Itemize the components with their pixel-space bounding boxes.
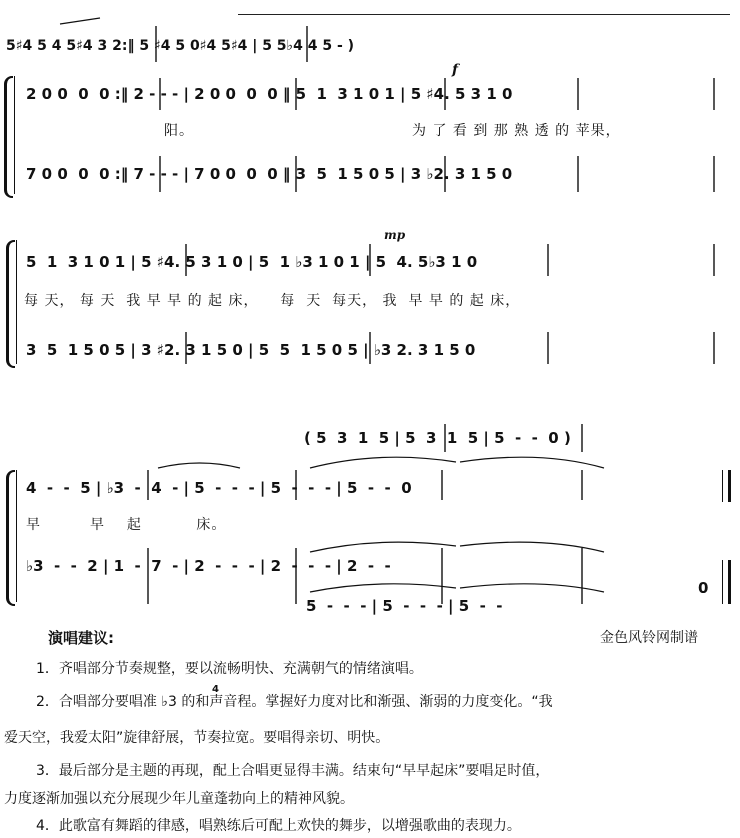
- s3-lower-part-b: 5 - - - | 5 - - - | 5 - -: [306, 597, 503, 615]
- s3-upper-part: 4 - - 5 | ♭3 - 4 - | 5 - - - | 5 - - - | 5 - - 0: [26, 479, 412, 497]
- notes-credit: 金色风铃网制谱: [600, 630, 698, 646]
- s3-lower-end: 0: [698, 579, 709, 597]
- s3-lower-part-a: ♭3 - - 2 | 1 - 7 - | 2 - - - | 2 - - - | 2 - -: [26, 557, 391, 575]
- notes-item-3-cont: 力度逐渐加强以充分展现少年儿童蓬勃向上的精神风貌。: [4, 791, 354, 807]
- notes-item-2-fraction: 4: [212, 684, 219, 695]
- s2-upper-lyrics: 每 天， 每 天 我 早 早 的 起 床， 每 天 每天， 我 早 早 的 起 床，: [24, 293, 521, 309]
- notes-item-2: 2．合唱部分要唱准 ♭3 的和声音程。掌握好力度对比和渐强、渐弱的力度变化。“我: [36, 694, 553, 710]
- s1-upper-part: 2 0 0 0 0 :‖ 2 - - - | 2 0 0 0 0 ‖ 5 1 3 1 0 1 | 5 ♯4. 5 3 1 0: [26, 85, 513, 103]
- notes-item-1: 1．齐唱部分节奏规整，要以流畅明快、充满朝气的情绪演唱。: [36, 661, 423, 677]
- notes-item-3: 3．最后部分是主题的再现，配上合唱更显得丰满。结束句“早早起床”要唱足时值，: [36, 763, 550, 779]
- s1-dynamic: f: [452, 62, 459, 78]
- notes-heading: 演唱建议:: [48, 629, 114, 647]
- s2-dynamic: mp: [384, 228, 406, 242]
- s3-intro-line: ( 5 3 1 5 | 5 3 1 5 | 5 - - 0 ): [304, 429, 571, 447]
- s2-upper-part: 5 1 3 1 0 1 | 5 ♯4. 5 3 1 0 | 5 1 ♭3 1 0 1 | 5 4. 5♭3 1 0: [26, 253, 478, 271]
- notes-item-4: 4．此歌富有舞蹈的律感，唱熟练后可配上欢快的舞步，以增强歌曲的表现力。: [36, 818, 521, 834]
- s1-intro-line: 5♯4 5 4 5♯4 3 2:‖ 5 ♯4 5 0♯4 5♯4 | 5 5♭4 4 5 - ): [6, 38, 355, 54]
- s1-upper-lyrics: 阳。 为 了 看 到 那 熟 透 的 苹果，: [164, 123, 621, 139]
- notes-item-2-cont: 爱天空，我爱太阳”旋律舒展，节奏拉宽。要唱得亲切、明快。: [4, 730, 390, 746]
- s1-lower-part: 7 0 0 0 0 :‖ 7 - - - | 7 0 0 0 0 ‖ 3 5 1 5 0 5 | 3 ♭2. 3 1 5 0: [26, 165, 513, 183]
- s3-upper-lyrics: 早 早 起 床。: [26, 517, 227, 533]
- s2-lower-part: 3 5 1 5 0 5 | 3 ♯2. 3 1 5 0 | 5 5 1 5 0 5 | ♭3 2. 3 1 5 0: [26, 341, 476, 359]
